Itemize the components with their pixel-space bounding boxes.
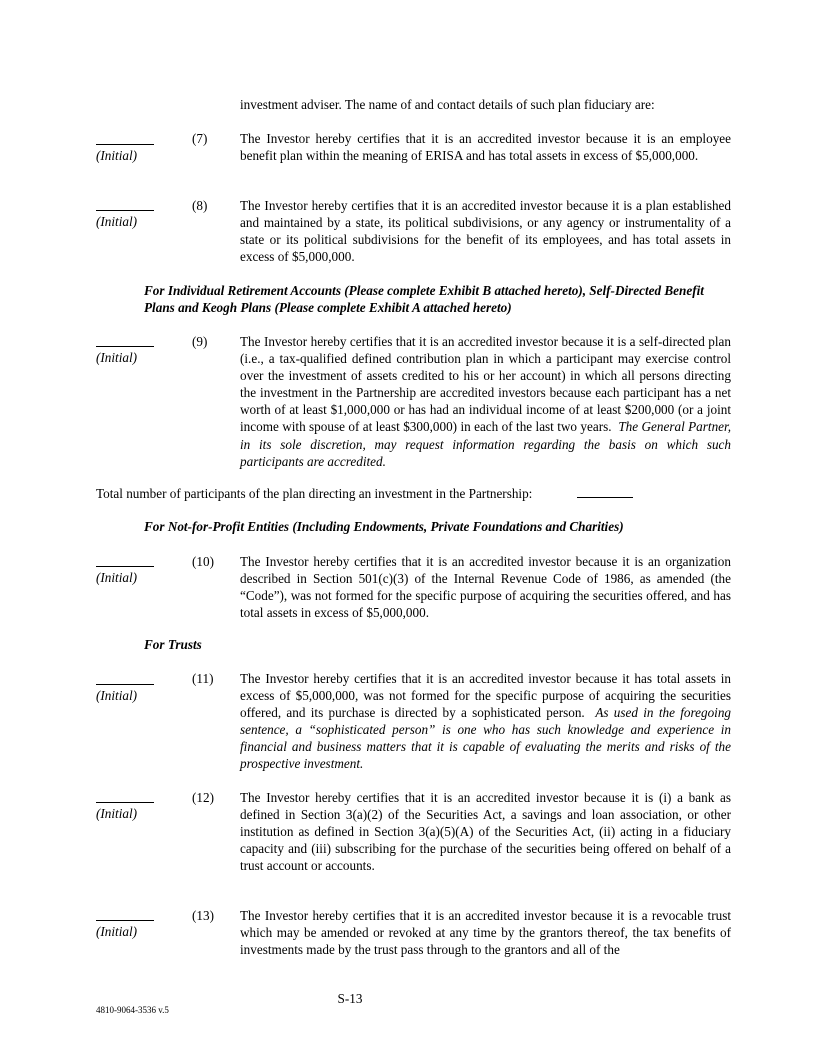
participants-label: Total number of participants of the plan directing an investment in the Partnership:	[96, 486, 533, 501]
initial-label: (Initial)	[96, 806, 138, 821]
section-heading-ira: For Individual Retirement Accounts (Please complete Exhibit B attached hereto), Self-Directed Benefit Plans and Keogh Plans (Please complete Exhibit A attached hereto)	[144, 283, 704, 316]
item-text-italic: The General Partner, in its sole discretion, may request information regarding the basis on which such participants are accredited.	[240, 419, 731, 469]
participants-blank[interactable]	[577, 497, 633, 498]
initial-label: (Initial)	[96, 148, 138, 163]
item-text	[240, 333, 731, 470]
item-text: The Investor hereby certifies that it is an accredited investor because it is an organization described in Section 501(c)(3) of the Internal Revenue Code of 1986, as amended (the “Code”), was not formed for the specific purpose of acquiring the securities offered, and has total assets in excess of $5,000,000.	[240, 554, 731, 621]
initial-blank[interactable]	[96, 144, 154, 145]
initial-label: (Initial)	[96, 350, 138, 365]
participants-line	[96, 485, 532, 502]
initial-blank[interactable]	[96, 920, 154, 921]
item-number: (7)	[192, 131, 208, 146]
item-number: (9)	[192, 334, 208, 349]
item-number: (8)	[192, 198, 208, 213]
document-id: 4810-9064-3536 v.5	[96, 1005, 169, 1015]
section-heading-trusts: For Trusts	[144, 637, 202, 652]
item-text: The Investor hereby certifies that it is an accredited investor because it is an employee benefit plan within the meaning of ERISA and has total assets in excess of $5,000,000.	[240, 131, 731, 164]
item-number: (12)	[192, 790, 214, 805]
item-text-italic: As used in the foregoing sentence, a “sophisticated person” is one who has such knowledge and experience in financial and business matters that it is capable of evaluating the merits and risks of the prospective investment.	[240, 705, 732, 772]
item-text: The Investor hereby certifies that it is an accredited investor because it is (i) a bank as defined in Section 3(a)(2) of the Securities Act, a savings and loan association, or other institution as defined in Section 3(a)(5)(A) of the Securities Act, (ii) acting in a fiduciary capacity and (iii) subscribing for the purchase of the securities being offered on behalf of a trust account or accounts.	[240, 790, 731, 874]
initial-blank[interactable]	[96, 346, 154, 347]
initial-blank[interactable]	[96, 566, 154, 567]
intro-line: investment adviser. The name of and contact details of such plan fiduciary are:	[240, 97, 655, 112]
initial-label: (Initial)	[96, 214, 138, 229]
item-text-main: The Investor hereby certifies that it is an accredited investor because it has total assets in excess of $5,000,000, was not formed for the specific purpose of acquiring the securities offered, and its purchase is directed by a sophisticated person.	[240, 671, 731, 721]
item-number: (13)	[192, 908, 214, 923]
item-text: The Investor hereby certifies that it is an accredited investor because it is a plan established and maintained by a state, its political subdivisions, or any agency or instrumentality of a state or its political subdivisions for the benefit of its employees, and has total assets in excess of $5,000,000.	[240, 198, 731, 265]
initial-blank[interactable]	[96, 684, 154, 685]
item-text-main: The Investor hereby certifies that it is an accredited investor because it is a self-directed plan (i.e., a tax-qualified defined contribution plan in which a participant may exercise control over the investment of assets credited to his or her account) in which all persons directing the investment in the Partnership are accredited investors because each participant has a net worth of at least $1,000,000 or has had an individual income of at least $200,000 (or a joint income with spouse of at least $300,000) in each of the last two years.	[240, 334, 731, 435]
initial-blank[interactable]	[96, 210, 154, 211]
section-heading-nfp: For Not-for-Profit Entities (Including Endowments, Private Foundations and Charities)	[144, 519, 624, 534]
item-number: (11)	[192, 671, 214, 686]
initial-blank[interactable]	[96, 802, 154, 803]
page-number: S-13	[337, 991, 363, 1006]
initial-label: (Initial)	[96, 570, 138, 585]
item-text	[240, 670, 731, 773]
initial-label: (Initial)	[96, 924, 138, 939]
item-text: The Investor hereby certifies that it is an accredited investor because it is a revocable trust which may be amended or revoked at any time by the grantors thereof, the tax benefits of investments made by the trust pass through to the grantors and all of the	[240, 908, 731, 958]
initial-label: (Initial)	[96, 688, 138, 703]
item-number: (10)	[192, 554, 214, 569]
